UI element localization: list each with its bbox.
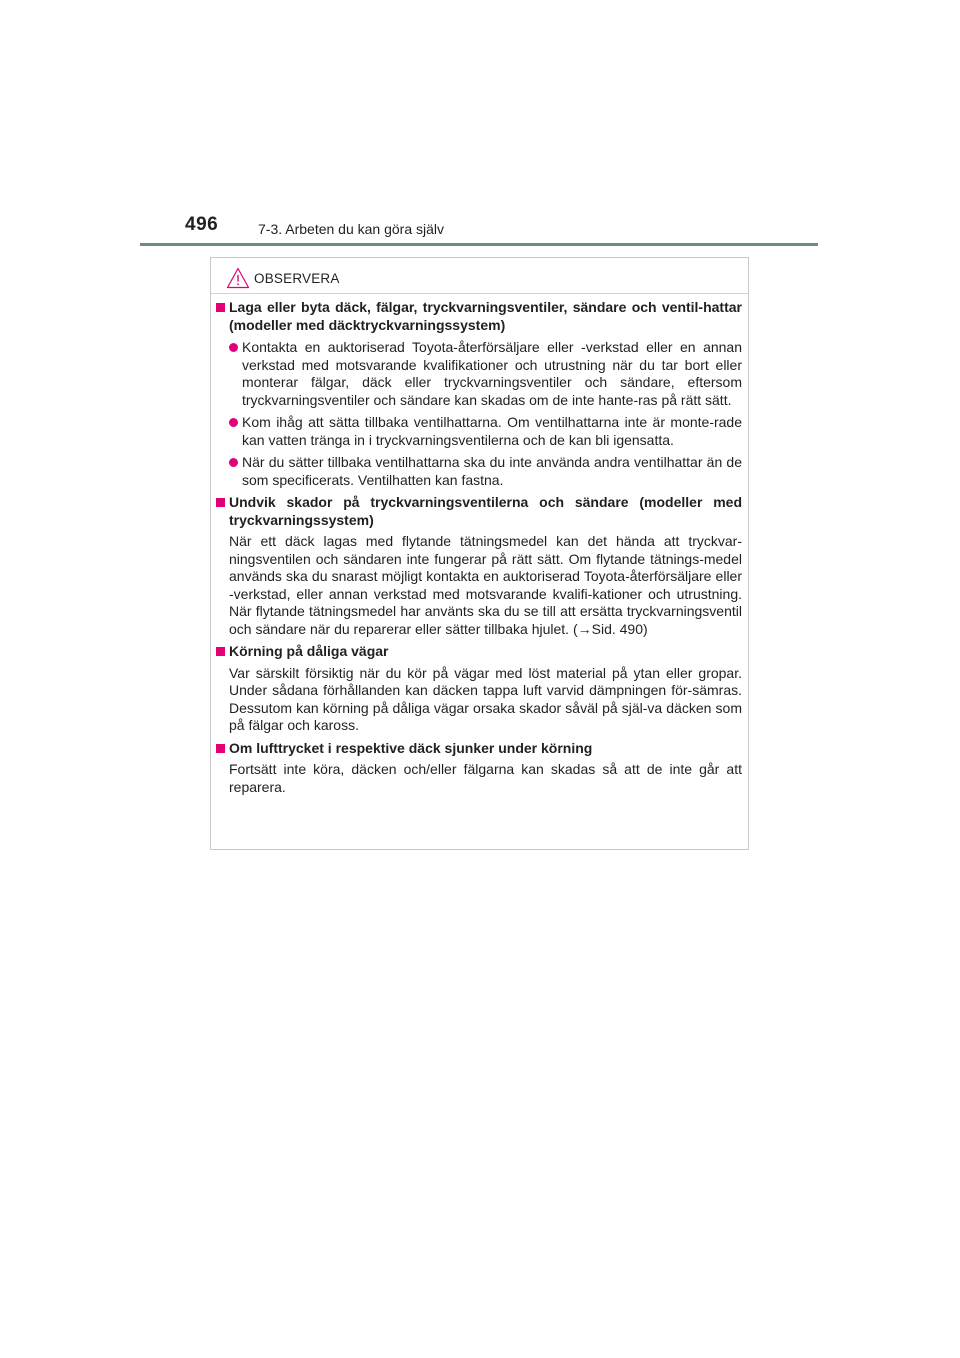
topic-avoid-damage (216, 494, 742, 638)
notice-box (210, 257, 749, 850)
notice-content (216, 299, 742, 796)
square-bullet-icon (216, 498, 225, 507)
round-bullet-icon (229, 343, 238, 352)
notice-divider (211, 293, 748, 294)
bullet-item (229, 339, 742, 409)
topic-title: Körning på dåliga vägar (229, 643, 389, 659)
bullet-item (229, 414, 742, 449)
bullet-text: När du sätter tillbaka ventilhattarna ska du inte använda andra ventilhattar än de som specificerats. Ventilhatten kan fastna. (242, 454, 742, 488)
round-bullet-icon (229, 418, 238, 427)
topic-title: Undvik skador på tryckvarningsventilerna och sändare (modeller med tryckvarningssystem) (229, 494, 742, 528)
topic-text: När ett däck lagas med flytande tätningsmedel kan det hända att tryckvar-ningsventilen och sändaren inte fungerar på rätt sätt. Om flytande tätnings-medel används ska du snarast möjligt kontakta en auktoriserad Toyota-återförsäljare eller -verkstad, eller annan verkstad med motsvarande kvalifi-kationer och utrustning. När flytande tätningsmedel har använts ska du se till att ersätta tryckvarningsventil och sändare när du reparerar eller sätter tillbaka hjulet. (→Sid. 490) (229, 533, 742, 637)
page-number: 496 (185, 214, 219, 235)
square-bullet-icon (216, 647, 225, 656)
topic-repair-valves (216, 299, 742, 489)
header-rule (140, 243, 818, 246)
square-bullet-icon (216, 744, 225, 753)
topic-text: Var särskilt försiktig när du kör på vägar med löst material på ytan eller gropar. Under sådana förhållanden kan däcken tappa luft varvid dämpningen för-sämras. Dessutom kan körning på dåliga vägar orsaka skador såväl på själ-va däcken som på fälgar och kaross. (229, 664, 742, 733)
section-title: 7-3. Arbeten du kan göra själv (258, 221, 445, 237)
round-bullet-icon (229, 458, 238, 467)
topic-title: Laga eller byta däck, fälgar, tryckvarningsventiler, sändare och ventil-hattar (modeller med däcktryckvarningssystem) (229, 299, 742, 333)
topic-pressure-drop (216, 740, 742, 797)
bullet-text: Kontakta en auktoriserad Toyota-återförsäljare eller -verkstad eller en annan verkstad med motsvarande kvalifikationer och utrustning när du tar bort eller monterar fälgar, däck eller tryckvarningsventiler och sändare, eftersom tryckvarningsventiler och sändare kan skadas om de inte hante-ras på rätt sätt. (242, 339, 742, 408)
notice-header (226, 264, 340, 292)
topic-title: Om lufttrycket i respektive däck sjunker under körning (229, 739, 593, 756)
topic-text: Fortsätt inte köra, däcken och/eller fälgarna kan skadas så att de inte går att reparera. (229, 761, 742, 795)
notice-label: OBSERVERA (254, 270, 340, 286)
topic-bad-roads (216, 643, 742, 735)
warning-triangle-icon (226, 267, 250, 289)
bullet-item (229, 454, 742, 489)
bullet-text: Kom ihåg att sätta tillbaka ventilhattarna. Om ventilhattarna inte är monte-rade kan vatten tränga in i tryckvarningsventilerna och de kan bli igensatta. (242, 414, 742, 448)
square-bullet-icon (216, 303, 225, 312)
